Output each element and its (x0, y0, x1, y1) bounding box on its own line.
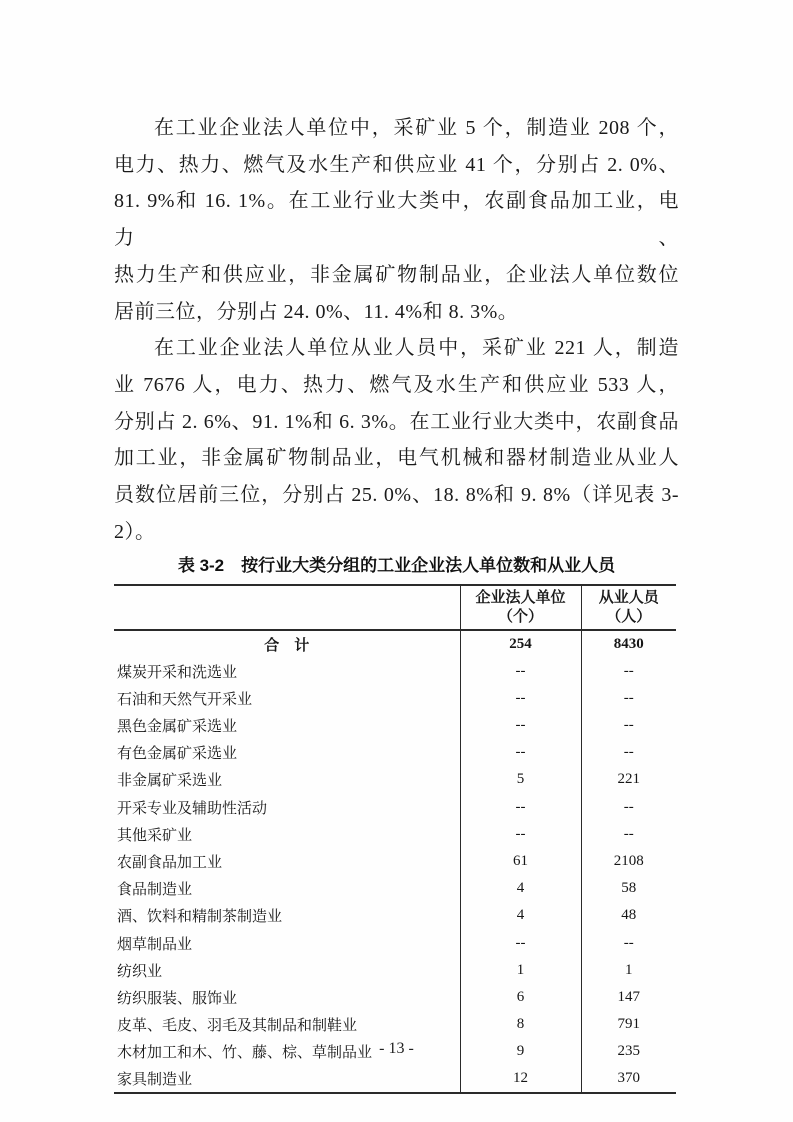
header-legal-units-label: 企业法人单位 (475, 589, 566, 606)
legal-units-cell: 1 (460, 957, 581, 984)
paragraph-legal-units (114, 110, 679, 330)
table-row (114, 658, 676, 685)
employees-cell: -- (581, 658, 676, 685)
industry-name-cell: 皮革、毛皮、羽毛及其制品和制鞋业 (117, 1018, 358, 1035)
table-row (114, 957, 676, 984)
employees-cell: 2108 (581, 848, 676, 875)
text-line: 电力、热力、燃气及水生产和供应业 41 个，分别占 2. 0%、 (114, 153, 679, 176)
industry-name-cell: 开采专业及辅助性活动 (117, 800, 268, 817)
text-line: 在工业企业法人单位从业人员中，采矿业 221 人，制造 (154, 337, 679, 360)
table-row (114, 630, 676, 657)
text-line: 在工业企业法人单位中，采矿业 5 个，制造业 208 个， (154, 117, 679, 139)
table-row (114, 848, 676, 875)
industry-name-cell: 农副食品加工业 (117, 855, 223, 872)
legal-units-cell: -- (460, 794, 581, 821)
industry-name-cell: 有色金属矿采选业 (117, 746, 238, 763)
header-industry-blank (114, 585, 460, 630)
industry-name-cell: 木材加工和木、竹、藤、棕、草制品业 (117, 1045, 373, 1062)
table-row (114, 902, 676, 929)
table-row (114, 739, 676, 766)
industry-name-cell: 食品制造业 (117, 882, 193, 899)
table-row (114, 930, 676, 957)
table-row (114, 1065, 676, 1092)
employees-cell: -- (581, 794, 676, 821)
body-text (114, 110, 679, 550)
text-line: 81. 9%和 16. 1%。在工业行业大类中，农副食品加工业，电力、 (114, 190, 679, 250)
table-row (114, 685, 676, 712)
legal-units-cell: 4 (460, 875, 581, 902)
table-header (114, 585, 676, 630)
text-line: 居前三位，分别占 24. 0%、11. 4%和 8. 3%。 (114, 300, 519, 323)
table-row (114, 875, 676, 902)
industry-stats-table (114, 584, 676, 1093)
text-line: 员数位居前三位，分别占 25. 0%、18. 8%和 9. 8%（详见表 3-2）。 (114, 484, 679, 543)
legal-units-cell: -- (460, 712, 581, 739)
employees-cell: -- (581, 930, 676, 957)
table-body (114, 630, 676, 1092)
employees-cell: -- (581, 685, 676, 712)
legal-units-cell: -- (460, 930, 581, 957)
paragraph-employees (114, 330, 679, 550)
header-legal-units-unit: （个） (497, 608, 543, 625)
legal-units-cell: -- (460, 821, 581, 848)
page-number: - 13 - (379, 1040, 414, 1057)
employees-cell: -- (581, 739, 676, 766)
header-employees (581, 585, 676, 630)
industry-name-cell: 煤炭开采和洗选业 (117, 664, 238, 681)
table-row (114, 821, 676, 848)
employees-cell: 8430 (581, 630, 676, 657)
header-employees-label: 从业人员 (598, 589, 659, 606)
employees-cell: -- (581, 821, 676, 848)
table-title: 表 3-2 按行业大类分组的工业企业法人单位数和从业人员 (177, 556, 616, 576)
legal-units-cell: 12 (460, 1065, 581, 1092)
industry-name-cell: 其他采矿业 (117, 827, 193, 844)
legal-units-cell: -- (460, 739, 581, 766)
industry-name-cell: 纺织业 (117, 963, 163, 980)
employees-cell: -- (581, 712, 676, 739)
industry-name-cell: 家具制造业 (117, 1072, 193, 1089)
employees-cell: 58 (581, 875, 676, 902)
table-header-row (114, 585, 676, 630)
text-line: 业 7676 人，电力、热力、燃气及水生产和供应业 533 人， (114, 373, 679, 396)
legal-units-cell: -- (460, 685, 581, 712)
legal-units-cell: 6 (460, 984, 581, 1011)
table-row (114, 1011, 676, 1038)
employees-cell: 221 (581, 766, 676, 793)
industry-name-cell: 非金属矿采选业 (117, 773, 223, 790)
legal-units-cell: 9 (460, 1038, 581, 1065)
text-line: 分别占 2. 6%、91. 1%和 6. 3%。在工业行业大类中，农副食品 (114, 410, 679, 433)
industry-name-cell: 黑色金属矿采选业 (117, 719, 238, 736)
table-row (114, 984, 676, 1011)
employees-cell: 147 (581, 984, 676, 1011)
employees-cell: 791 (581, 1011, 676, 1038)
legal-units-cell: 5 (460, 766, 581, 793)
table-row (114, 712, 676, 739)
legal-units-cell: 8 (460, 1011, 581, 1038)
industry-name-cell: 石油和天然气开采业 (117, 691, 253, 708)
industry-name-cell: 合 计 (264, 638, 310, 655)
text-line: 热力生产和供应业，非金属矿物制品业，企业法人单位数位 (114, 263, 679, 286)
table-row (114, 766, 676, 793)
employees-cell: 48 (581, 902, 676, 929)
employees-cell: 235 (581, 1038, 676, 1065)
header-legal-units (460, 585, 581, 630)
industry-name-cell: 烟草制品业 (117, 936, 193, 953)
legal-units-cell: 4 (460, 902, 581, 929)
legal-units-cell: 61 (460, 848, 581, 875)
industry-name-cell: 纺织服装、服饰业 (117, 990, 238, 1007)
legal-units-cell: -- (460, 658, 581, 685)
text-line: 加工业，非金属矿物制品业，电气机械和器材制造业从业人 (114, 447, 679, 470)
legal-units-cell: 254 (460, 630, 581, 657)
employees-cell: 370 (581, 1065, 676, 1092)
table-row (114, 794, 676, 821)
header-employees-unit: （人） (606, 608, 652, 625)
industry-name-cell: 酒、饮料和精制茶制造业 (117, 909, 283, 926)
employees-cell: 1 (581, 957, 676, 984)
